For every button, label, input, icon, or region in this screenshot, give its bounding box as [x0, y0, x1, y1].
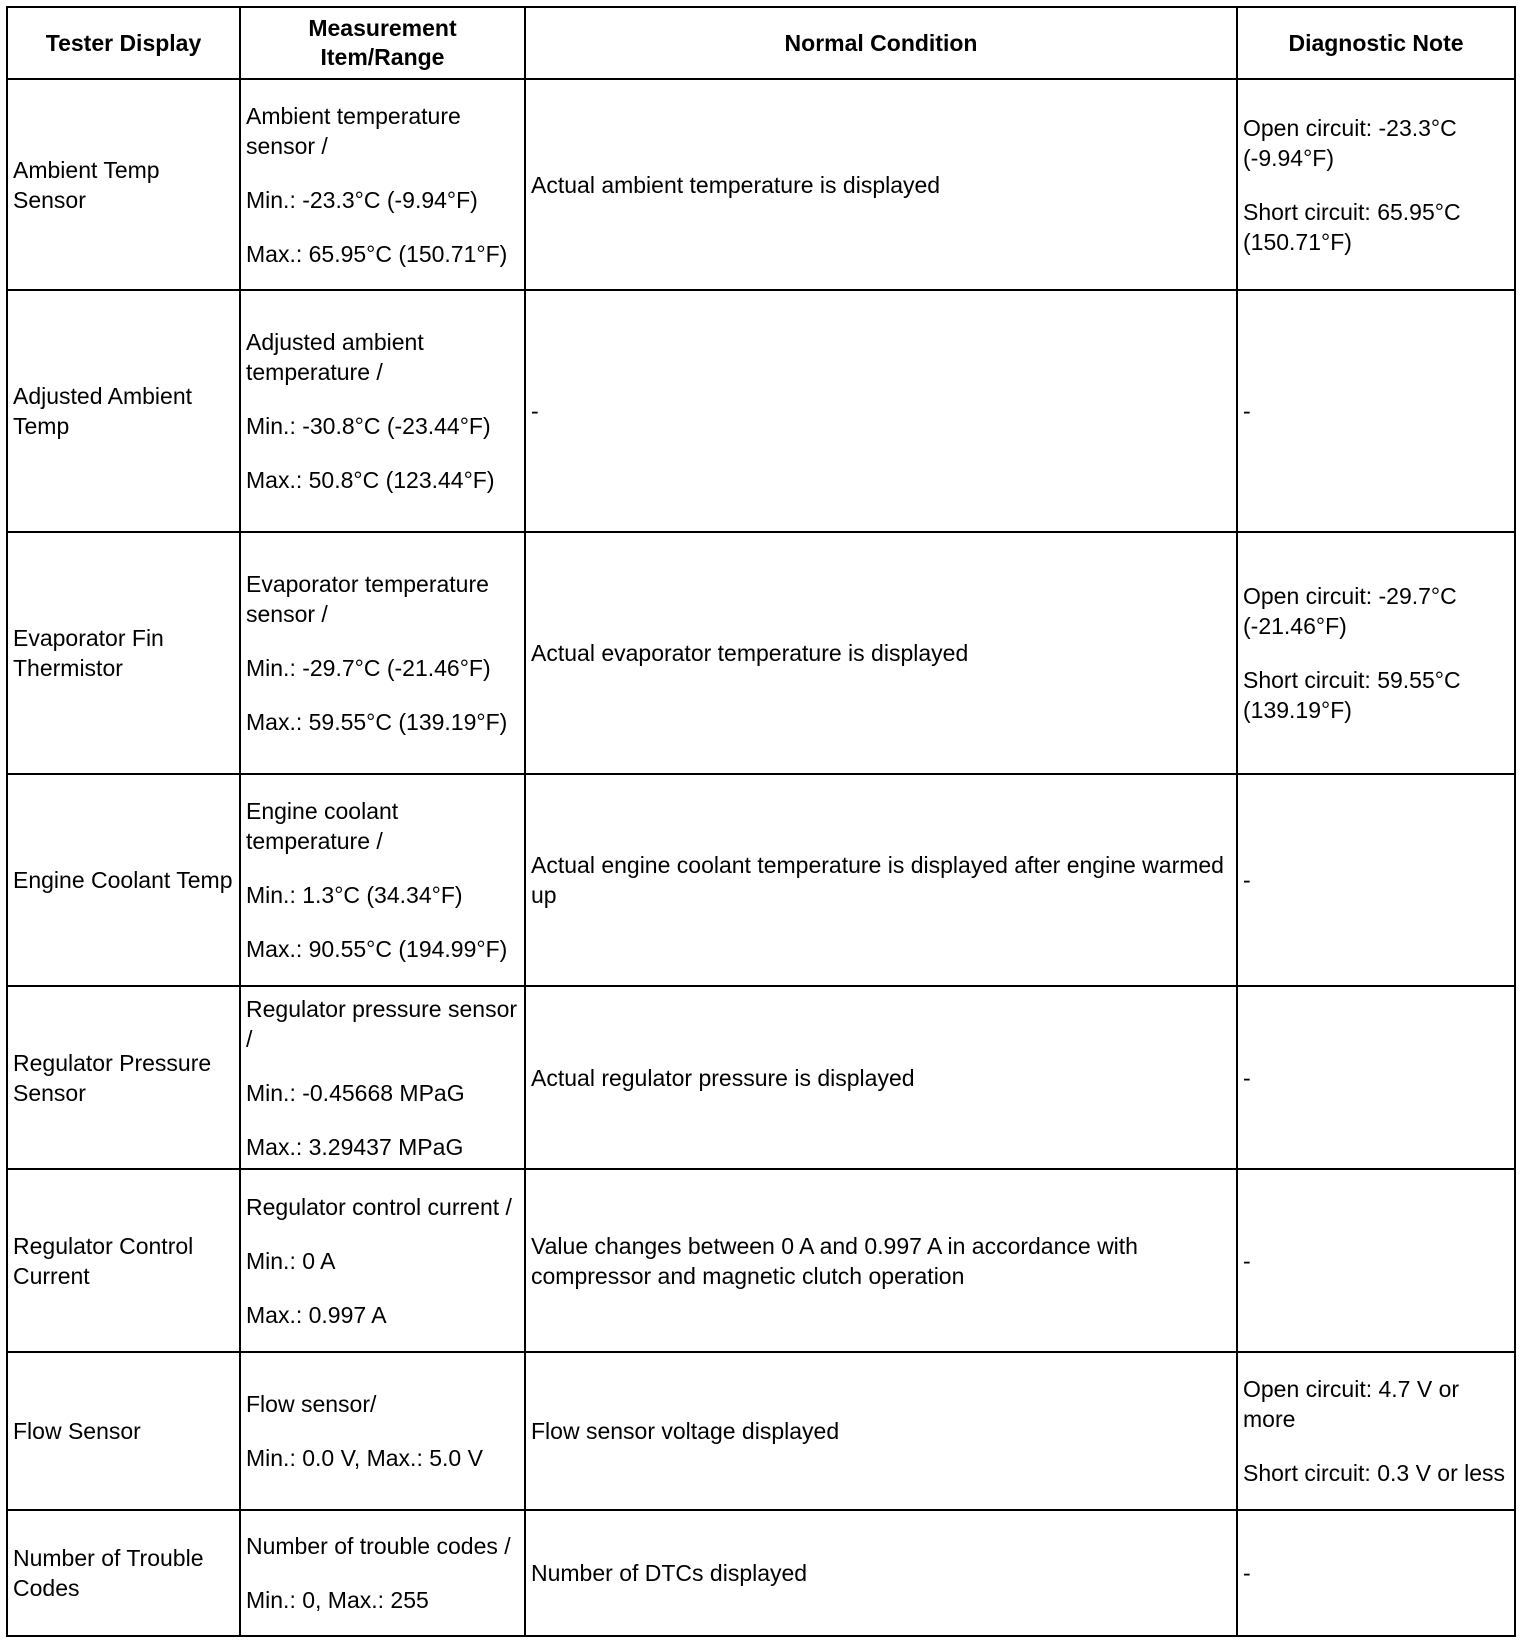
diagnostic-note-text: - — [1243, 867, 1251, 893]
diagnostic-note-short: Short circuit: 0.3 V or less — [1243, 1460, 1506, 1486]
measurement-item: Flow sensor/ — [246, 1391, 377, 1417]
table-row — [7, 986, 1515, 1169]
tester-display-cell: Number of Trouble Codes — [7, 1510, 240, 1636]
measurement-max: Max.: 65.95°C (150.71°F) — [246, 240, 508, 267]
normal-condition-cell: Number of DTCs displayed — [525, 1510, 1237, 1636]
diagnostic-note-text: - — [1243, 1560, 1251, 1586]
header-measurement-item-range — [240, 7, 525, 79]
diagnostic-note-text: - — [1243, 1247, 1251, 1274]
table-row — [7, 1510, 1515, 1636]
measurement-min: Min.: -0.45668 MPaG — [246, 1079, 465, 1106]
measurement-min: Min.: -23.3°C (-9.94°F) — [246, 186, 478, 213]
measurement-max: Max.: 90.55°C (194.99°F) — [246, 936, 508, 962]
tester-data-table — [6, 6, 1516, 1637]
measurement-cell — [240, 1169, 525, 1352]
header-diagnostic-note: Diagnostic Note — [1237, 7, 1515, 79]
measurement-item: Evaporator temperature sensor / — [246, 571, 489, 627]
table-row — [7, 1169, 1515, 1352]
diagnostic-note-open: Open circuit: -29.7°C (-21.46°F) — [1243, 583, 1457, 639]
measurement-cell — [240, 1352, 525, 1510]
normal-condition-cell: Actual ambient temperature is displayed — [525, 79, 1237, 290]
diagnostic-note-cell — [1237, 986, 1515, 1169]
diagnostic-note-short: Short circuit: 65.95°C (150.71°F) — [1243, 198, 1461, 255]
measurement-range: Min.: 0, Max.: 255 — [246, 1587, 429, 1613]
measurement-max: Max.: 0.997 A — [246, 1301, 387, 1328]
normal-condition-cell: Actual engine coolant temperature is displayed after engine warmed up — [525, 774, 1237, 986]
diagnostic-note-open: Open circuit: -23.3°C (-9.94°F) — [1243, 114, 1457, 171]
table-row — [7, 1352, 1515, 1510]
diagnostic-note-cell — [1237, 79, 1515, 290]
normal-condition-cell: Actual evaporator temperature is displayed — [525, 532, 1237, 774]
measurement-item: Adjusted ambient temperature / — [246, 329, 424, 385]
header-tester-display: Tester Display — [7, 7, 240, 79]
measurement-max: Max.: 50.8°C (123.44°F) — [246, 467, 495, 493]
diagnostic-note-cell — [1237, 1352, 1515, 1510]
measurement-max: Max.: 59.55°C (139.19°F) — [246, 709, 508, 735]
tester-display-cell: Evaporator Fin Thermistor — [7, 532, 240, 774]
normal-condition-cell: Flow sensor voltage displayed — [525, 1352, 1237, 1510]
diagnostic-note-cell — [1237, 1510, 1515, 1636]
diagnostic-note-open: Open circuit: 4.7 V or more — [1243, 1376, 1460, 1432]
measurement-item: Regulator pressure sensor / — [246, 995, 518, 1052]
table-row — [7, 79, 1515, 290]
normal-condition-cell: - — [525, 290, 1237, 532]
tester-display-cell: Adjusted Ambient Temp — [7, 290, 240, 532]
diagnostic-note-cell — [1237, 774, 1515, 986]
measurement-item: Ambient temperature sensor / — [246, 102, 461, 159]
measurement-cell — [240, 774, 525, 986]
measurement-cell — [240, 532, 525, 774]
measurement-item: Engine coolant temperature / — [246, 798, 399, 854]
table-row — [7, 290, 1515, 532]
measurement-item: Regulator control current / — [246, 1193, 512, 1220]
header-measurement-line2: Item/Range — [320, 44, 445, 70]
measurement-min: Min.: 0 A — [246, 1247, 336, 1274]
diagnostic-note-cell — [1237, 532, 1515, 774]
tester-display-cell: Ambient Temp Sensor — [7, 79, 240, 290]
measurement-cell — [240, 986, 525, 1169]
normal-condition-cell: Value changes between 0 A and 0.997 A in accordance with compressor and magnetic clutch operation — [525, 1169, 1237, 1352]
diagnostic-note-text: - — [1243, 398, 1251, 424]
normal-condition-cell: Actual regulator pressure is displayed — [525, 986, 1237, 1169]
header-normal-condition: Normal Condition — [525, 7, 1237, 79]
measurement-min: Min.: -29.7°C (-21.46°F) — [246, 655, 491, 681]
tester-display-cell: Regulator Control Current — [7, 1169, 240, 1352]
measurement-item: Number of trouble codes / — [246, 1533, 511, 1559]
header-measurement-line1: Measurement — [308, 15, 457, 41]
tester-display-cell: Engine Coolant Temp — [7, 774, 240, 986]
measurement-min: Min.: 1.3°C (34.34°F) — [246, 882, 463, 908]
measurement-min: Min.: -30.8°C (-23.44°F) — [246, 413, 491, 439]
diagnostic-note-cell — [1237, 1169, 1515, 1352]
diagnostic-note-cell — [1237, 290, 1515, 532]
measurement-cell — [240, 79, 525, 290]
tester-display-cell: Flow Sensor — [7, 1352, 240, 1510]
header-row — [7, 7, 1515, 79]
tester-display-cell: Regulator Pressure Sensor — [7, 986, 240, 1169]
diagnostic-note-short: Short circuit: 59.55°C (139.19°F) — [1243, 667, 1461, 723]
measurement-max: Max.: 3.29437 MPaG — [246, 1133, 464, 1160]
diagnostic-note-text: - — [1243, 1064, 1251, 1091]
table-row — [7, 532, 1515, 774]
measurement-cell — [240, 290, 525, 532]
measurement-range: Min.: 0.0 V, Max.: 5.0 V — [246, 1445, 483, 1471]
measurement-cell — [240, 1510, 525, 1636]
table-row — [7, 774, 1515, 986]
